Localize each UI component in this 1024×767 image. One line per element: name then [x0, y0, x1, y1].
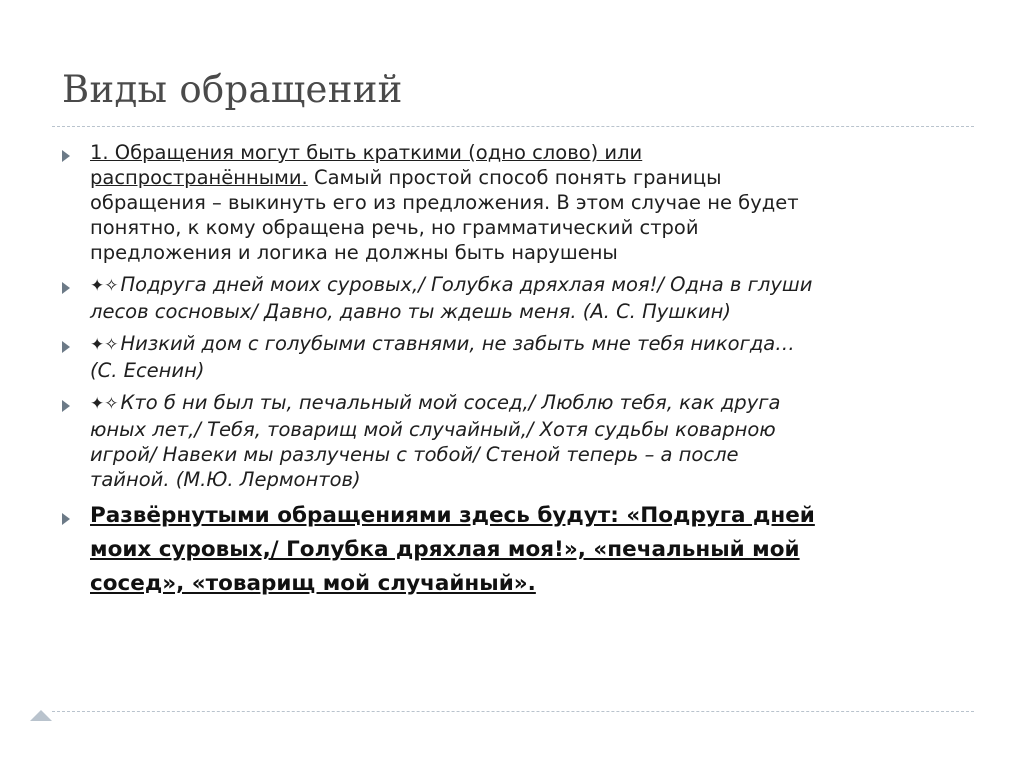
conclusion-text [90, 499, 815, 601]
sparkle-icon: ✦✧ [90, 335, 119, 355]
conclusion-line: сосед», «товарищ мой случайный». [90, 571, 536, 596]
conclusion-line: моих суровых,/ Голубка дряхлая моя!», «печальный мой [90, 537, 800, 562]
item-line: Самый простой способ понять границы [307, 166, 722, 189]
sparkle-icon: ✦✧ [90, 394, 119, 414]
item-line: обращения – выкинуть его из предложения. В этом случае не будет [90, 191, 799, 214]
quote-line: лесов сосновых/ Давно, давно ты ждешь меня. (А. С. Пушкин) [90, 300, 731, 323]
conclusion-line: Развёрнутыми обращениями здесь будут: «Подруга дней [90, 503, 815, 528]
bottom-divider [52, 711, 974, 712]
quote-line: игрой/ Навеки мы разлучены с тобой/ Стеной теперь – а после [90, 443, 739, 466]
list-item [62, 390, 962, 492]
list-item [62, 272, 962, 324]
quote-text [90, 390, 780, 492]
triangle-bullet-icon [62, 499, 90, 535]
quote-line: тайной. (М.Ю. Лермонтов) [90, 468, 361, 491]
triangle-bullet-icon [62, 331, 90, 357]
item-line: понятно, к кому обращена речь, но грамматический строй [90, 216, 699, 239]
list-item [62, 331, 962, 383]
item-line: предложения и логика не должны быть нарушены [90, 241, 618, 264]
triangle-bullet-icon [62, 390, 90, 416]
quote-line: (С. Есенин) [90, 359, 205, 382]
corner-triangle-icon [30, 710, 52, 721]
slide-content [62, 140, 962, 608]
item-text [90, 140, 799, 265]
list-item [62, 140, 962, 265]
item-line: распространёнными. [90, 166, 308, 189]
quote-line: Низкий дом с голубыми ставнями, не забыть мне тебя никогда… [120, 332, 795, 355]
slide-title: Виды обращений [62, 68, 403, 111]
sparkle-icon: ✦✧ [90, 276, 119, 296]
top-divider [52, 126, 974, 127]
quote-text [90, 272, 812, 324]
quote-line: Кто б ни был ты, печальный мой сосед,/ Люблю тебя, как друга [120, 391, 781, 414]
triangle-bullet-icon [62, 272, 90, 298]
quote-text [90, 331, 795, 383]
item-line: 1. Обращения могут быть краткими (одно слово) или [90, 141, 643, 164]
quote-line: юных лет,/ Тебя, товарищ мой случайный,/ Хотя судьбы коварною [90, 418, 776, 441]
list-item [62, 499, 962, 601]
triangle-bullet-icon [62, 140, 90, 166]
quote-line: Подруга дней моих суровых,/ Голубка дряхлая моя!/ Одна в глуши [120, 273, 813, 296]
